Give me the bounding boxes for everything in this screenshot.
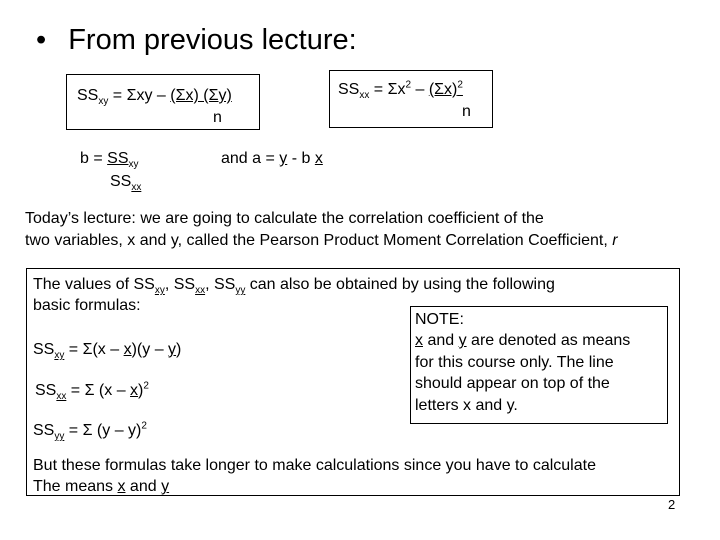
page-number: 2 xyxy=(668,497,676,512)
ss-text: SS xyxy=(338,81,360,98)
heading-text: From previous lecture: xyxy=(68,24,357,56)
formula-b xyxy=(80,150,139,171)
minus-text: – xyxy=(411,81,429,98)
b-numerator: $SS_{xy}$ xyxy=(107,150,139,171)
a-mid: - b xyxy=(287,150,315,167)
b-denominator: $SS_{xx}$ xyxy=(110,173,142,194)
ss-text: SS xyxy=(77,87,99,104)
ssxy-numerator: (Σx) (Σy) xyxy=(170,87,232,104)
formula-ssyy-deviation: $SS_{yy} = \Sigma$ (y – y)$^2$ xyxy=(33,420,147,443)
formula-ssxy-deviation: $SS_{xy} = \Sigma(x - x)(y - y)$ xyxy=(33,341,182,362)
y-bar: y xyxy=(279,150,288,167)
ssxy-denominator: n xyxy=(213,109,222,126)
note-line-1: x and y are denoted as means xyxy=(415,332,631,349)
today-line-2 xyxy=(25,232,618,250)
footer-line-2: The means x and y xyxy=(33,478,170,495)
today-line-2-text: two variables, x and y, called the Pearson Product Moment Correlation Coefficient, xyxy=(25,232,613,249)
square-superscript: 2 xyxy=(405,79,412,91)
ssxx-eq-text: = Σx xyxy=(369,81,406,98)
note-line-4: letters x and y. xyxy=(415,397,518,414)
ssxx-denominator: n xyxy=(462,103,471,120)
ss-subscript: xx xyxy=(359,90,370,102)
ss-subscript: xy xyxy=(98,96,109,108)
ssxx-formula-line xyxy=(338,79,463,102)
b-lhs: b = xyxy=(80,150,108,167)
footer-line-1: But these formulas take longer to make calculations since you have to calculate xyxy=(33,457,596,474)
note-line-3: should appear on top of the xyxy=(415,375,610,392)
slide-heading xyxy=(36,24,357,57)
bullet-glyph: • xyxy=(36,24,47,56)
ssxx-formula-box xyxy=(329,70,493,128)
formula-ssxx-deviation: $SS_{xx} = \Sigma$ (x – x)$^2$ xyxy=(35,380,149,403)
today-line-1: Today’s lecture: we are going to calculate the correlation coefficient of the xyxy=(25,210,544,227)
pearson-r: r xyxy=(612,232,618,249)
formula-a xyxy=(221,150,323,168)
ssxy-eq-text: = Σxy – xyxy=(108,87,171,104)
ssxy-formula-box xyxy=(66,74,260,130)
note-title: NOTE: xyxy=(415,311,464,328)
x-bar: x xyxy=(314,150,323,167)
intro-line-2: basic formulas: xyxy=(33,297,141,314)
ssxy-formula-line xyxy=(77,87,232,108)
note-box xyxy=(410,306,668,424)
intro-line-1: The values of $SS_{xy}$, $SS_{xx}$, $SS_{yy}$ can also be obtained by using the following xyxy=(33,276,555,297)
ssxx-numerator: $(\Sigma x)^2$ xyxy=(428,79,463,98)
note-line-2: for this course only. The line xyxy=(415,354,614,371)
a-prefix: and a = xyxy=(221,150,280,167)
